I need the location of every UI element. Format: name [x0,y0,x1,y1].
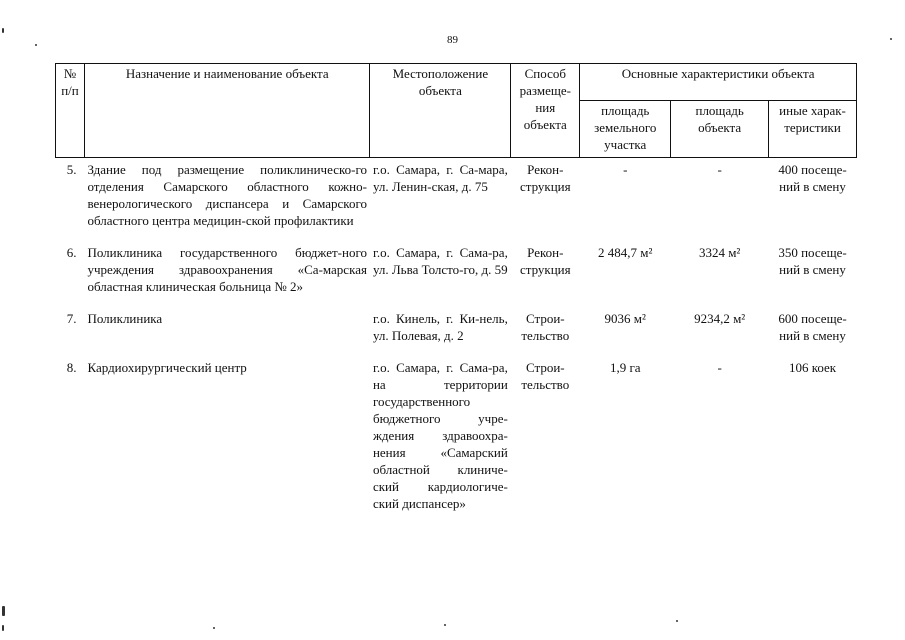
row-object-area: - [717,360,722,375]
row-method: Рекон-струкция [519,162,571,194]
row-method: Рекон-струкция [519,245,571,277]
scan-speck [2,606,5,616]
row-name: Поликлиника [87,311,163,326]
header-land-area: площадь земельного участка [580,101,671,158]
row-name: Здание под размещение поликлиническо-го отделения Самарского областного кожно-венерологического диспансера и Самарского областного центра медицин-ской профилактики [87,162,367,228]
header-method: Способ размеще-ния объекта [511,64,580,158]
header-other: иные харак-теристики [769,101,857,158]
row-location: г.о. Самара, г. Сама-ра, на территории государственного бюджетного учре-ждения здравоохра-нения «Самарский областной клиниче-ский кардиологиче-ский диспансер» [372,360,508,511]
header-location: Местоположение объекта [370,64,511,158]
header-name: Назначение и наименование объекта [84,64,369,158]
table-row [56,359,857,527]
table-row [56,244,857,310]
row-num: 6. [66,245,77,260]
row-location: г.о. Самара, г. Са-мара, ул. Ленин-ская, д. 75 [372,162,508,194]
scan-speck [2,28,4,33]
table-row [56,310,857,359]
row-land-area: - [623,162,628,177]
row-other: 400 посеще-ний в смену [778,162,847,194]
header-characteristics: Основные характеристики объекта [580,64,857,101]
row-land-area: 1,9 га [609,360,641,375]
row-num: 7. [66,311,77,326]
row-land-area: 9036 м² [604,311,646,326]
row-object-area: 9234,2 м² [694,311,746,326]
scan-speck [35,44,37,46]
scan-speck [890,38,892,40]
row-other: 600 посеще-ний в смену [778,311,847,343]
header-object-area: площадь объекта [671,101,769,158]
row-location: г.о. Самара, г. Сама-ра, ул. Льва Толсто-го, д. 59 [372,245,508,277]
row-method: Строи-тельство [521,311,570,343]
row-name: Кардиохирургический центр [87,360,247,375]
table-row [56,158,857,245]
objects-table [55,63,857,527]
header-num: № п/п [56,64,85,158]
row-method: Строи-тельство [521,360,570,392]
row-name: Поликлиника государственного бюджет-ного учреждения здравоохранения «Са-марская областная клиническая больница № 2» [87,245,367,294]
row-num: 8. [66,360,77,375]
page-number: 89 [447,34,458,46]
row-land-area: 2 484,7 м² [598,245,653,260]
row-other: 106 коек [788,360,837,375]
row-object-area: - [717,162,722,177]
row-object-area: 3324 м² [698,245,741,260]
scan-speck [444,624,446,626]
row-location: г.о. Кинель, г. Ки-нель, ул. Полевая, д. 2 [372,311,508,343]
scan-speck [213,627,215,629]
scan-speck [676,620,678,622]
row-num: 5. [66,162,77,177]
row-other: 350 посеще-ний в смену [778,245,847,277]
scan-speck [2,625,4,631]
